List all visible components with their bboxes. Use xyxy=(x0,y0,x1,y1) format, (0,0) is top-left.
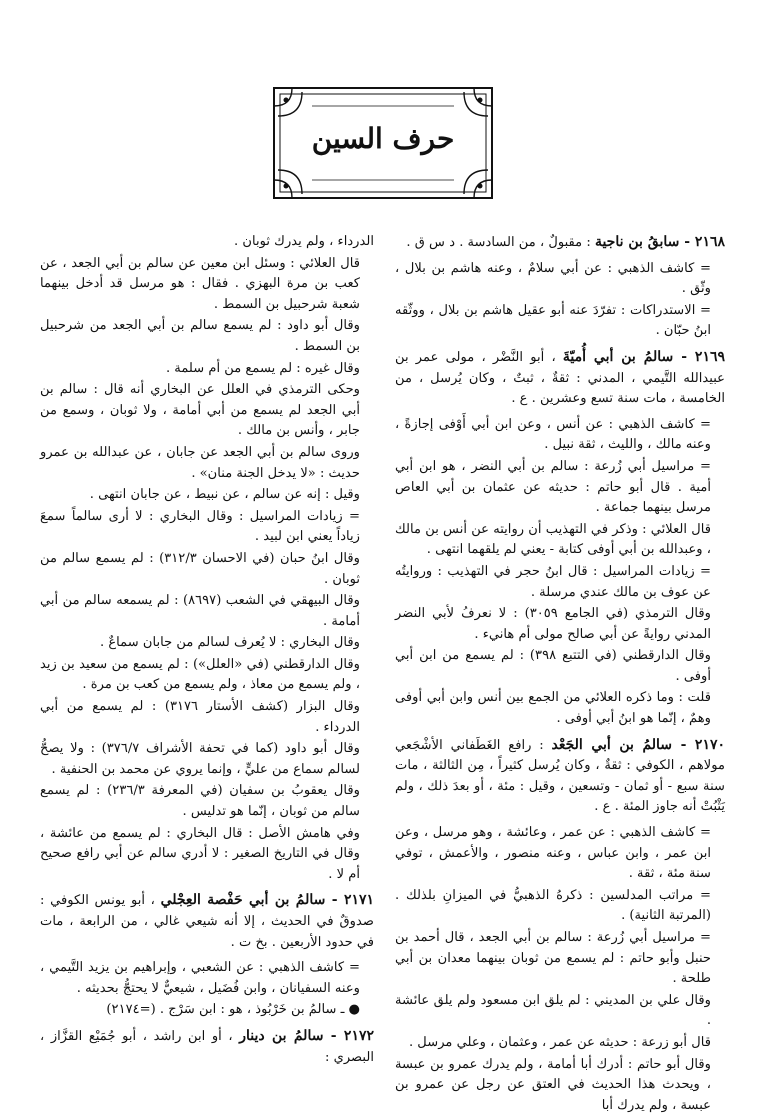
left-bukhari: وقال البخاري : لا يُعرف لسالم من جابان سماعٌ . xyxy=(100,635,360,651)
left-rawa: وروى سالم بن أبي الجعد عن جابان ، عن عبدالله بن عمرو حديث : «لا يدخل الجنة منان» . xyxy=(40,444,360,481)
left-column xyxy=(40,232,374,1073)
left-alai: قال العلائي : وسئل ابن معين عن سالم بن أبي الجعد ، عن كعب بن مرة البهزي . فقال : هو مرسل قد أدخل بينهما شعبة شرحبيل بن السمط . xyxy=(40,255,360,312)
entry-2169-ziyadat: = زيادات المراسيل : قال ابنُ حجر في التهذيب : وروايتُه عن عوف بن مالك عندي مرسلة . xyxy=(395,563,711,600)
entry-2168-istidrak: = الاستدراكات : تفرّدَ عنه أبو عقيل هاشم بن بلال ، ووثّقه ابنُ حبّان . xyxy=(395,302,711,339)
entry-2169-alai: قال العلائي : وذكر في التهذيب أن روايته عن أنس بن مالك ، وعبدالله بن أبي أوفى كتابة - يعني لم يلقهما انتهى . xyxy=(395,521,711,558)
entry-2172: ٢١٧٢ - سالمُ بن دينار ، أو ابن راشد ، أبو جُمَيْع القزَّاز ، البصري : xyxy=(40,1027,374,1065)
entry-2170-marasil: = مراسيل أبي زُرعة : سالم بن أبي الجعد ، قال أحمد بن حنبل وأبو حاتم : لم يسمع من ثوبان بينهما معدان بن أبي طلحة . xyxy=(395,930,711,987)
left-qila: وقيل : إنه عن سالم ، عن نبيط ، عن جابان انتهى . xyxy=(89,487,360,503)
entry-2171-cross-reference: ● ـ سالمُ بن خَرْبُوذ ، هو : ابن سَرْج . (=٢١٧٤) xyxy=(106,1002,360,1018)
left-yaqub: وقال يعقوبُ بن سفيان (في المعرفة ٢٣٦/٣) : لم يسمع سالم من ثوبان ، إنّما هو تدليس . xyxy=(40,783,361,820)
entry-2169-tirmidhi: وقال الترمذي (في الجامع ٣٠٥٩) : لا نعرفُ لأبي النضر المدني روايةً عن أبي صالح مولى أم هانيء . xyxy=(395,606,711,642)
left-bayhaqi: وقال البيهقي في الشعب (٨٦٩٧) : لم يسمعه سالم من أبي أمامة . xyxy=(40,593,360,629)
entry-2170-mudallisin: = مراتب المدلسين : ذكرهُ الذهبيُّ في الميزانِ بلذلك . (المرتبة الثانية) . xyxy=(395,887,711,924)
entry-2169-marasil: = مراسيل أبي زُرعة : سالم بن أبي النضر ، هو ابن أبي أمية . قال أبو حاتم : حديثه عن عثمان بن أبي العاص مرسل بينهما جماعة . xyxy=(395,458,711,516)
entry-2171: ٢١٧١ - سالمُ بن أبي حَفْصة العِجْلي ، أبو يونس الكوفي : صدوقٌ في الحديث ، إلا أنه شيعي غالي ، من الرابعة ، مات في حدود الأربعين . بخ ت . xyxy=(40,892,375,950)
left-hamish: وفي هامش الأصل : قال البخاري : لم يسمع من عائشة ، وقال في التاريخ الصغير : لا أدري سالم عن أبي رافع صحيح أم لا . xyxy=(40,825,360,882)
entry-2169-kashif: = كاشف الذهبي : عن أنس ، وعن ابن أبي أَوْفى إجازةً ، وعنه مالك ، والليث ، ثقة نبيل . xyxy=(395,416,711,453)
entry-2168: ٢١٦٨ - سابقُ بن ناجية : مقبولٌ ، من السادسة . د س ق . xyxy=(406,234,725,250)
entry-2171-kashif: = كاشف الذهبي : عن الشعبي ، وإبراهيم بن يزيد التَّيمي ، وعنه السفيانان ، وابن فُضَيل ، شيعيٌّ لا يحتجُّ بحديثه . xyxy=(40,960,360,996)
entry-2170-abuzura: قال أبو زرعة : حديثه عن عمر ، وعثمان ، وعلي مرسل . xyxy=(408,1034,711,1050)
left-ghayruh: وقال غيره : لم يسمع من أم سلمة . xyxy=(165,360,360,376)
continued-text: الدرداء ، ولم يدرك ثوبان . xyxy=(234,234,374,249)
entry-2169: ٢١٦٩ - سالمُ بن أبي أُميّةَ ، أبو النَّضْر ، مولى عمر بن عبيدالله التَّيمي ، المدني : ثقةٌ ، ثبتٌ ، وكان يُرسل ، من الخامسة ، مات سنة تسع وعشرين . ع . xyxy=(395,348,725,407)
chapter-heading-frame xyxy=(272,86,494,200)
entry-2169-daraqutni: وقال الدارقطني (في التتبع ٣٩٨) : لم يسمع من ابن أبي أوفى . xyxy=(395,648,711,684)
left-bazzar: وقال البزار (كشف الأستار ٣١٧٦) : لم يسمع من أبي الدرداء . xyxy=(40,699,361,735)
right-column xyxy=(395,232,725,1117)
chapter-title: حرف السين xyxy=(311,122,455,155)
left-abudawud: وقال أبو داود : لم يسمع سالم بن أبي الجعد من شرحبيل بن السمط . xyxy=(40,318,360,354)
entry-2170-kashif: = كاشف الذهبي : عن عمر ، وعائشة ، وهو مرسل ، وعن ابن عمر ، وابن عباس ، وعنه منصور ، والأعمش ، توفي سنة مئة ، ثقة . xyxy=(395,825,711,882)
left-daraqutni: وقال الدارقطني (في «العلل») : لم يسمع من سعيد بن زيد ، ولم يسمع من معاذ ، ولم يسمع من كعب بن مرة . xyxy=(40,656,360,693)
left-abudawud2: وقال أبو داود (كما في تحفة الأشراف ٣٧٦/٧) : ولا يصحُّ لسالم سماع من عليٍّ ، وإنما يروي عن محمد بن الحنفية . xyxy=(40,741,361,777)
left-ibnhibban: وقال ابنُ حبان (في الاحسان ٣١٢/٣) : لم يسمع سالم من ثوبان . xyxy=(40,550,360,587)
entry-2168-kashif: = كاشف الذهبي : عن أبي سلامٌ ، وعنه هاشم بن بلال ، وثّق . xyxy=(395,260,711,297)
left-ziyadat: = زيادات المراسيل : وقال البخاري : لا أرى سالماً سمعَ زياداً يعني ابن لبيد . xyxy=(40,508,360,545)
entry-2170-abuhatim: وقال أبو حاتم : أدرك أبا أمامة ، ولم يدرك عمرو بن عبسة ، ويحدث هذا الحديث في العتق عن رجل عن عمرو بن عبسة ، ولم يدرك أبا xyxy=(395,1056,711,1113)
entry-2170-madini: وقال علي بن المديني : لم يلق ابن مسعود ولم يلق عائشة . xyxy=(395,992,711,1029)
entry-2170: ٢١٧٠ - سالمُ بن أبي الجَعْد : رافع الغَطَفاني الأشْجَعي مولاهم ، الكوفي : ثقةٌ ، وكان يُرسل كثيراً ، مِن الثالثة ، مات سنة سبع - أو ثمان - وتسعين ، وقيل : مئة ، أو بعدَ ذلك ، ولم يَثْبُتْ أنه جاوز المئة . ع . xyxy=(395,736,725,815)
left-tirmidhi: وحكى الترمذي في العلل عن البخاري أنه قال : سالم بن أبي الجعد لم يسمع من أبي أمامة ، ولا ثوبان ، وسمع من جابر ، وأنس بن مالك . xyxy=(40,382,360,439)
entry-2169-qultu: قلت : وما ذكره العلائي من الجمع بين أنس وابن أبي أوفى وهمٌ ، إنّما هو ابنُ أبي أوفى . xyxy=(395,690,711,727)
